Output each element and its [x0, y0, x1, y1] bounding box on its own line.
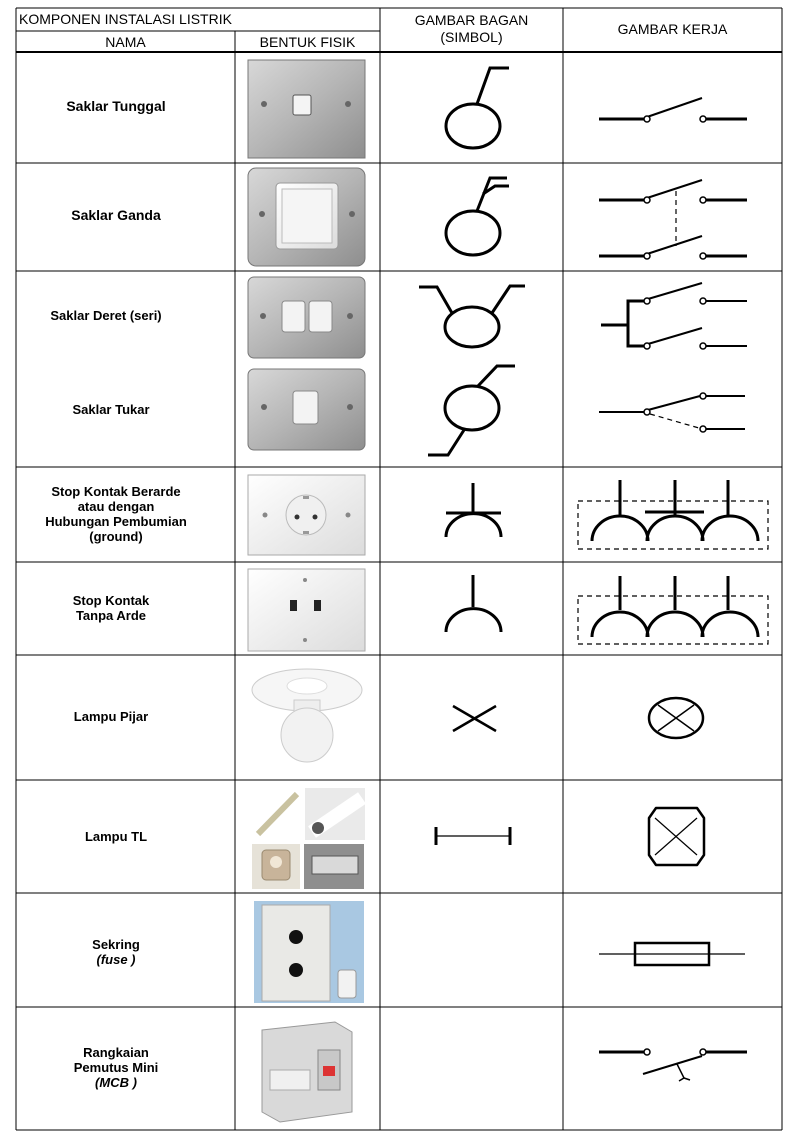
header-group-title: KOMPONEN INSTALASI LISTRIK	[19, 11, 232, 27]
kerja-lampu-tl	[649, 808, 704, 865]
row-name-lampu-tl: Lampu TL	[84, 829, 148, 844]
row-name-saklar-deret: Saklar Deret (seri)	[50, 308, 162, 323]
kerja-stop-kontak-berarde	[578, 480, 768, 549]
row-name-saklar-tukar: Saklar Tukar	[72, 402, 150, 417]
row-name-stop-kontak-berarde: Stop Kontak Berarde atau dengan Hubungan Pembumian (ground)	[45, 484, 187, 544]
header-col-bagan-line1: GAMBAR BAGAN	[414, 12, 529, 28]
kerja-mcb	[599, 1049, 747, 1081]
header-col-bentuk: BENTUK FISIK	[259, 34, 356, 50]
row-name-saklar-ganda: Saklar Ganda	[71, 207, 161, 223]
header-col-bagan-line2: (SIMBOL)	[440, 29, 503, 45]
kerja-saklar-tunggal	[599, 98, 747, 122]
kerja-lampu-pijar	[649, 698, 703, 738]
row-name-stop-kontak-tanpa-arde: Stop Kontak Tanpa Arde	[72, 593, 150, 623]
row-name-mcb: Rangkaian Pemutus Mini (MCB )	[73, 1045, 159, 1090]
row-name-saklar-tunggal: Saklar Tunggal	[66, 98, 166, 114]
kerja-saklar-tukar	[599, 393, 745, 432]
kerja-saklar-deret	[601, 283, 747, 349]
header-col-nama: NAMA	[105, 34, 146, 50]
kerja-saklar-ganda	[599, 180, 747, 259]
row-name-lampu-pijar: Lampu Pijar	[73, 709, 149, 724]
kerja-stop-kontak-tanpa-arde	[578, 576, 768, 644]
row-name-sekring: Sekring (fuse )	[92, 937, 140, 967]
kerja-sekring	[599, 943, 745, 965]
header-col-kerja: GAMBAR KERJA	[617, 21, 728, 37]
